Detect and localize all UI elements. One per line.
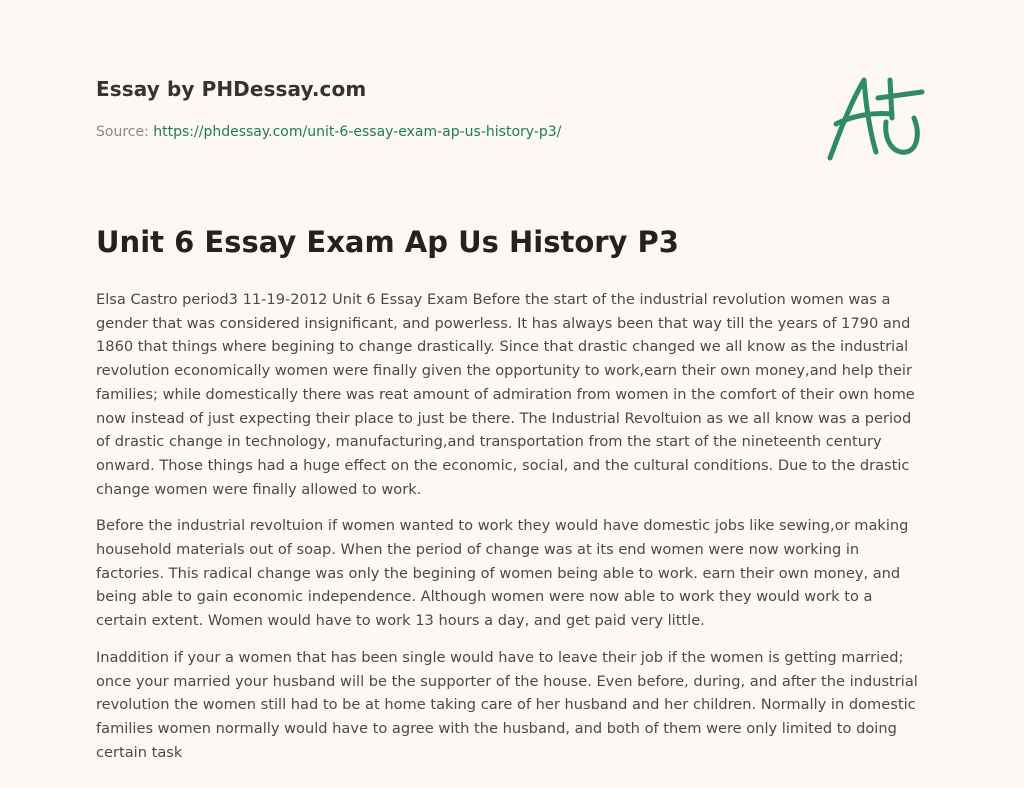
essay-paragraph: Inaddition if your a women that has been single would have to leave their job if the women is getting married; once your married your husband will be the supporter of the house. Even before, during, and after the industrial revolution the women still had to be at home taking care of her husband and her children. Normally in domestic families women normally would have to agree with the husband, and both of them were only limited to doing certain task — [96, 648, 918, 761]
source-link[interactable]: https://phdessay.com/unit-6-essay-exam-ap-us-history-p3/ — [153, 124, 562, 140]
a-plus-grade-icon — [820, 66, 930, 166]
site-title: Essay by PHDessay.com — [96, 77, 367, 101]
essay-paragraph: Before the industrial revoltuion if women wanted to work they would have domestic jobs like sewing,or making household materials out of soap. When the period of change was at its end women were now working in factories. This radical change was only the begining of women being able to work. earn their own money, and being able to gain economic independence. Although women were now able to work they would work to a certain extent. Women would have to work 13 hours a day, and get paid very little. — [96, 517, 909, 630]
essay-body — [96, 288, 928, 777]
essay-title: Unit 6 Essay Exam Ap Us History P3 — [96, 225, 679, 259]
source-line — [96, 124, 561, 140]
source-label: Source: — [96, 124, 154, 140]
essay-paragraph: Elsa Castro period3 11-19-2012 Unit 6 Essay Exam Before the start of the industrial revolution women was a gender that was considered insignificant, and powerless. It has always been that way till the years of 1790 and 1860 that things where begining to change drastically. Since that drastic changed we all know as the industrial revolution economically women were finally given the opportunity to work,earn their own money,and help their families; while domestically there was reat amount of admiration from women in the comfort of their own home now instead of just expecting their place to just be there. The Industrial Revoltuion as we all know was a period of drastic change in technology, manufacturing,and transportation from the start of the nineteenth century onward. Those things had a huge effect on the economic, social, and the cultural conditions. Due to the drastic change women were finally allowed to work. — [96, 291, 915, 498]
